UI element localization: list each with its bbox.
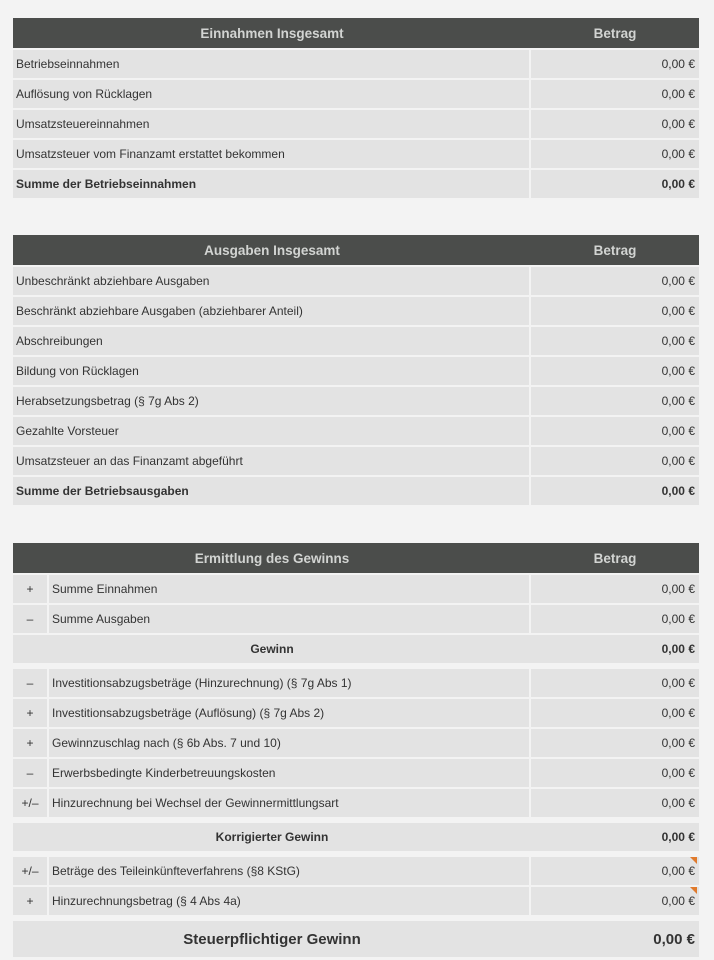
profit-header-title: Ermittlung des Gewinns (194, 550, 350, 566)
row-value: 0,00 € (531, 297, 699, 325)
profit-table (13, 543, 699, 959)
table-row (13, 759, 699, 787)
profit-header-amount: Betrag (593, 550, 637, 566)
table-row (13, 267, 699, 295)
row-value: 0,00 € (531, 575, 699, 603)
row-label: Gezahlte Vorsteuer (13, 417, 529, 445)
row-value: 0,00 € (531, 605, 699, 633)
row-value: 0,00 € (531, 267, 699, 295)
table-row (13, 789, 699, 817)
income-table (13, 18, 699, 200)
expenses-header (13, 235, 699, 265)
sign-cell: + (13, 729, 47, 757)
row-label: Beschränkt abziehbare Ausgaben (abziehbarer Anteil) (13, 297, 529, 325)
expenses-sum-label: Summe der Betriebsausgaben (13, 477, 529, 505)
taxable-profit-row (13, 921, 699, 957)
row-label: Betriebseinnahmen (13, 50, 529, 78)
row-value: 0,00 € (531, 759, 699, 787)
corrected-profit-value: 0,00 € (531, 823, 699, 851)
row-value: 0,00 € (531, 669, 699, 697)
table-row (13, 297, 699, 325)
table-row (13, 729, 699, 757)
expenses-header-title: Ausgaben Insgesamt (204, 242, 340, 258)
table-row (13, 80, 699, 108)
row-label: Investitionsabzugsbeträge (Auflösung) (§ 7g Abs 2) (49, 699, 529, 727)
income-sum-value: 0,00 € (531, 170, 699, 198)
row-label: Auflösung von Rücklagen (13, 80, 529, 108)
income-header-amount: Betrag (593, 25, 637, 41)
table-row (13, 357, 699, 385)
row-value: 0,00 € (531, 789, 699, 817)
sign-cell: + (13, 887, 47, 915)
row-value: 0,00 € (531, 729, 699, 757)
row-value: 0,00 € (531, 110, 699, 138)
sign-cell: – (13, 605, 47, 633)
table-row (13, 327, 699, 355)
taxable-profit-value: 0,00 € (531, 921, 699, 957)
row-label: Investitionsabzugsbeträge (Hinzurechnung) (§ 7g Abs 1) (49, 669, 529, 697)
table-row (13, 575, 699, 603)
row-value: 0,00 € (531, 357, 699, 385)
row-value: 0,00 € (531, 699, 699, 727)
table-row (13, 417, 699, 445)
row-label: Abschreibungen (13, 327, 529, 355)
table-row (13, 50, 699, 78)
corrected-profit-label: Korrigierter Gewinn (13, 823, 531, 851)
sign-cell: + (13, 699, 47, 727)
row-label: Umsatzsteuereinnahmen (13, 110, 529, 138)
corrected-profit-row (13, 823, 699, 851)
income-sum-label: Summe der Betriebseinnahmen (13, 170, 529, 198)
table-row (13, 447, 699, 475)
comment-marker-icon[interactable] (690, 887, 697, 894)
income-sum-row (13, 170, 699, 198)
sign-cell: +/– (13, 857, 47, 885)
table-row (13, 669, 699, 697)
table-row (13, 887, 699, 915)
row-label: Umsatzsteuer vom Finanzamt erstattet bekommen (13, 140, 529, 168)
table-row (13, 110, 699, 138)
row-label: Umsatzsteuer an das Finanzamt abgeführt (13, 447, 529, 475)
row-label: Hinzurechnung bei Wechsel der Gewinnermittlungsart (49, 789, 529, 817)
expenses-header-amount: Betrag (593, 242, 637, 258)
row-label: Herabsetzungsbetrag (§ 7g Abs 2) (13, 387, 529, 415)
table-row (13, 857, 699, 885)
table-row (13, 387, 699, 415)
row-value[interactable]: 0,00 € (531, 857, 699, 885)
row-value: 0,00 € (531, 80, 699, 108)
gewinn-label: Gewinn (13, 635, 531, 663)
taxable-profit-label: Steuerpflichtiger Gewinn (13, 921, 531, 957)
income-header-title: Einnahmen Insgesamt (200, 25, 344, 41)
row-label: Beträge des Teileinkünfteverfahrens (§8 KStG) (49, 857, 529, 885)
comment-marker-icon[interactable] (690, 857, 697, 864)
sign-cell: +/– (13, 789, 47, 817)
row-label: Summe Einnahmen (49, 575, 529, 603)
row-label: Gewinnzuschlag nach (§ 6b Abs. 7 und 10) (49, 729, 529, 757)
gewinn-value: 0,00 € (531, 635, 699, 663)
row-value: 0,00 € (531, 140, 699, 168)
row-value: 0,00 € (531, 417, 699, 445)
sign-cell: – (13, 669, 47, 697)
income-header (13, 18, 699, 48)
table-row (13, 605, 699, 633)
row-label: Bildung von Rücklagen (13, 357, 529, 385)
profit-header (13, 543, 699, 573)
row-label: Summe Ausgaben (49, 605, 529, 633)
row-value[interactable]: 0,00 € (531, 887, 699, 915)
row-label: Erwerbsbedingte Kinderbetreuungskosten (49, 759, 529, 787)
row-value: 0,00 € (531, 447, 699, 475)
table-row (13, 699, 699, 727)
table-row (13, 140, 699, 168)
sign-cell: + (13, 575, 47, 603)
gewinn-row (13, 635, 699, 663)
row-label: Unbeschränkt abziehbare Ausgaben (13, 267, 529, 295)
row-label: Hinzurechnungsbetrag (§ 4 Abs 4a) (49, 887, 529, 915)
expenses-sum-value: 0,00 € (531, 477, 699, 505)
row-value: 0,00 € (531, 327, 699, 355)
expenses-sum-row (13, 477, 699, 505)
sign-cell: – (13, 759, 47, 787)
row-value: 0,00 € (531, 50, 699, 78)
expenses-table (13, 235, 699, 507)
row-value: 0,00 € (531, 387, 699, 415)
